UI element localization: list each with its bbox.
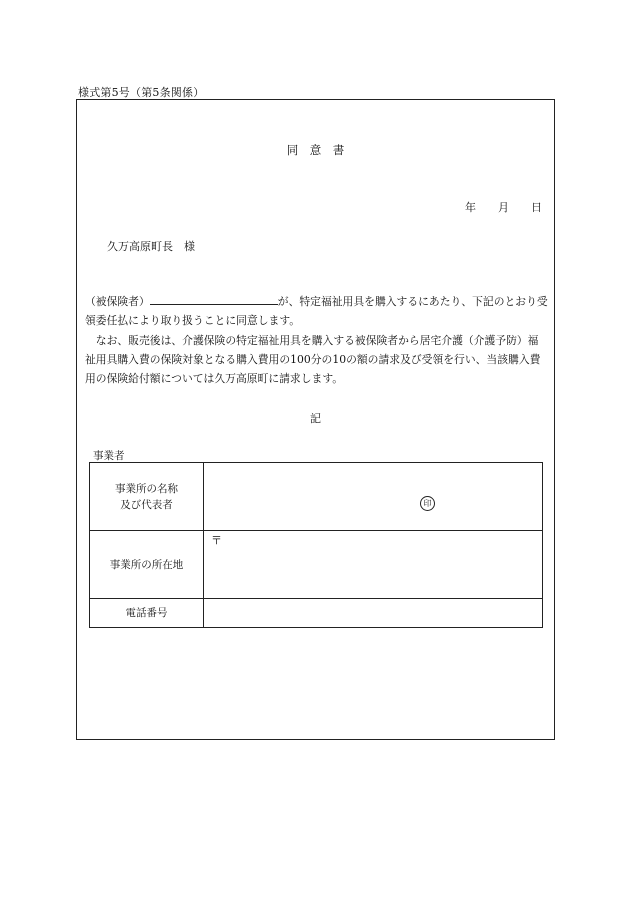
document-frame [76, 99, 555, 740]
consent-text: が、特定福祉用具を購入するにあたり、下記のとおり受領委任払により取り扱うことに同意します。 [85, 295, 548, 327]
name-label-line2: 及び代表者 [120, 498, 173, 511]
note-paragraph: なお、販売後は、介護保険の特定福祉用具を購入する被保険者から居宅介護（介護予防）福祉用具購入費の保険対象となる購入費用の100分の10の額の請求及び受領を行い、当該購入費用の保険給付額については久万高原町に請求します。 [85, 334, 541, 385]
date-month: 月 [498, 201, 509, 214]
postal-mark: 〒 [211, 534, 222, 547]
addressee: 久万高原町長 様 [107, 240, 195, 253]
consent-paragraph [85, 292, 549, 330]
document-title: 同 意 書 [286, 143, 345, 157]
date-day: 日 [531, 201, 542, 214]
seal-icon: 印 [420, 496, 435, 511]
insured-label: （被保険者） [85, 295, 150, 308]
business-label: 事業者 [93, 450, 125, 462]
date-year: 年 [465, 201, 476, 214]
phone-value-cell[interactable] [204, 599, 543, 628]
ki-heading: 記 [310, 412, 321, 425]
address-label-cell: 事業所の所在地 [90, 531, 204, 599]
address-value-cell[interactable] [204, 531, 543, 599]
name-label-line1: 事業所の名称 [115, 482, 178, 495]
phone-label-cell: 電話番号 [90, 599, 204, 628]
name-label-cell [90, 463, 204, 531]
name-value-cell[interactable] [204, 463, 543, 531]
form-number: 様式第5号（第5条関係） [78, 86, 205, 99]
insured-name-blank[interactable] [150, 293, 278, 305]
date-line [443, 199, 542, 215]
business-info-table [89, 462, 543, 628]
